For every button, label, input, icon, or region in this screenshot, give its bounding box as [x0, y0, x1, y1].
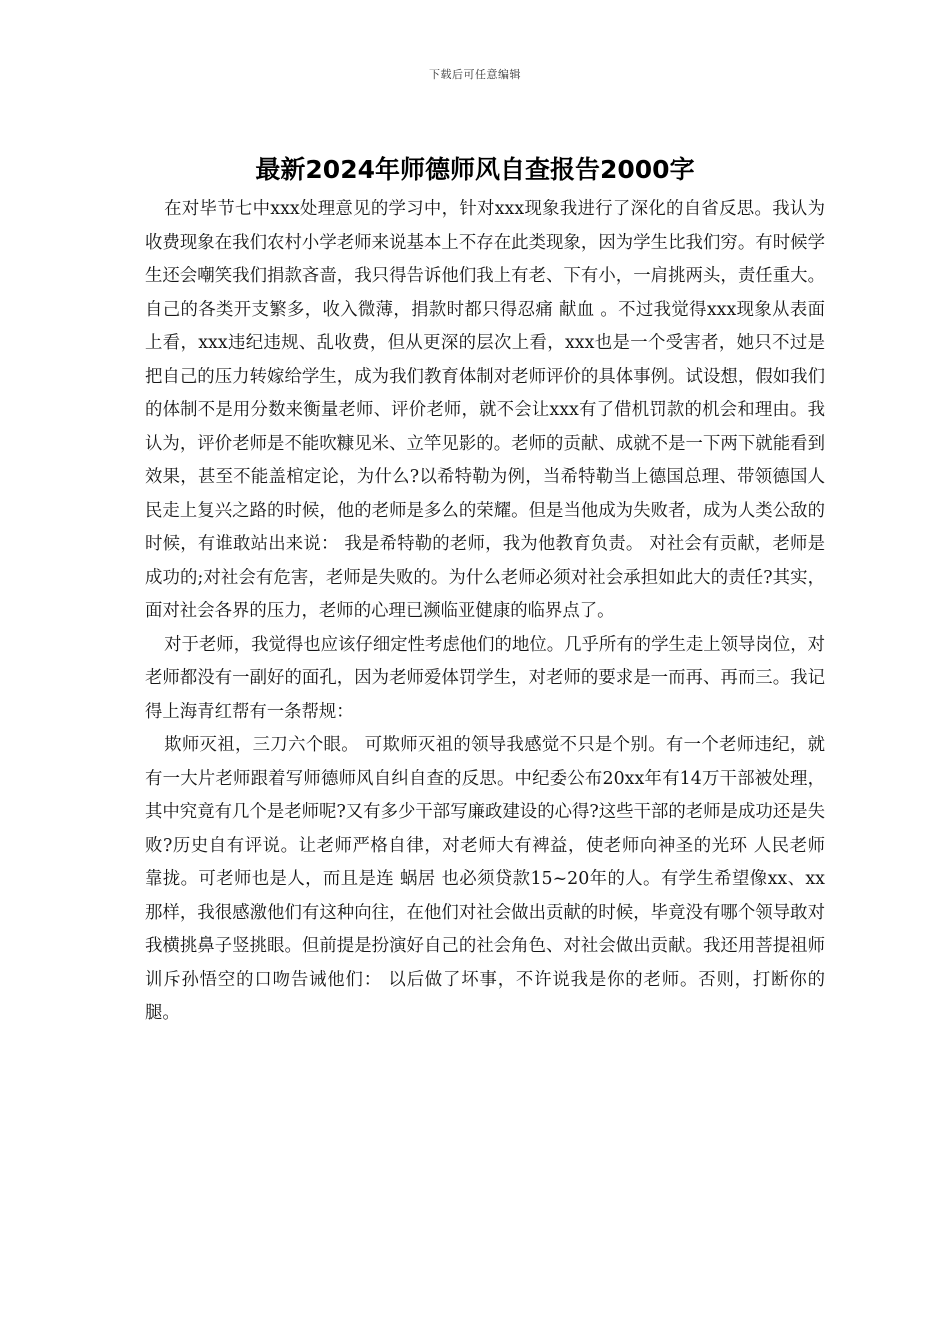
- document-body: [145, 193, 825, 1031]
- document-title: 最新2024年师德师风自查报告2000字: [255, 155, 695, 184]
- header-note: 下载后可任意编辑: [429, 68, 521, 81]
- paragraph-2: 对于老师，我觉得也应该仔细定性考虑他们的地位。几乎所有的学生走上领导岗位，对老师都没有一副好的面孔，因为老师爱体罚学生，对老师的要求是一而再、再而三。我记得上海青红帮有一条帮规：: [145, 634, 825, 722]
- paragraph-3: 欺师灭祖，三刀六个眼。 可欺师灭祖的领导我感觉不只是个别。有一个老师违纪，就有一大片老师跟着写师德师风自纠自查的反思。中纪委公布20xx年有14万干部被处理，其中究竟有几个是老师呢?又有多少干部写廉政建设的心得?这些干部的老师是成功还是失败?历史自有评说。让老师严格自律，对老师大有裨益，使老师向神圣的光环 人民老师 靠拢。可老师也是人，而且是连 蜗居 也必须贷款15~20年的人。有学生希望像xx、xx那样，我很感激他们有这种向往，在他们对社会做出贡献的时候，毕竟没有哪个领导敢对我横挑鼻子竖挑眼。但前提是扮演好自己的社会角色、对社会做出贡献。我还用菩提祖师训斥孙悟空的口吻告诫他们： 以后做了坏事，不许说我是你的老师。否则，打断你的腿。: [145, 735, 825, 1023]
- paragraph-1: 在对毕节七中xxx处理意见的学习中，针对xxx现象我进行了深化的自省反思。我认为收费现象在我们农村小学老师来说基本上不存在此类现象，因为学生比我们穷。有时候学生还会嘲笑我们捐款吝啬，我只得告诉他们我上有老、下有小，一肩挑两头，责任重大。自己的各类开支繁多，收入微薄，捐款时都只得忍痛 献血 。不过我觉得xxx现象从表面上看，xxx违纪违规、乱收费，但从更深的层次上看，xxx也是一个受害者，她只不过是把自己的压力转嫁给学生，成为我们教育体制对老师评价的具体事例。试设想，假如我们的体制不是用分数来衡量老师、评价老师，就不会让xxx有了借机罚款的机会和理由。我认为，评价老师是不能吹糠见米、立竿见影的。老师的贡献、成就不是一下两下就能看到效果，甚至不能盖棺定论，为什么?以希特勒为例，当希特勒当上德国总理、带领德国人民走上复兴之路的时候，他的老师是多么的荣耀。但是当他成为失败者，成为人类公敌的时候，有谁敢站出来说： 我是希特勒的老师，我为他教育负责。 对社会有贡献，老师是成功的;对社会有危害，老师是失败的。为什么老师必须对社会承担如此大的责任?其实，面对社会各界的压力，老师的心理已濒临亚健康的临界点了。: [145, 199, 825, 621]
